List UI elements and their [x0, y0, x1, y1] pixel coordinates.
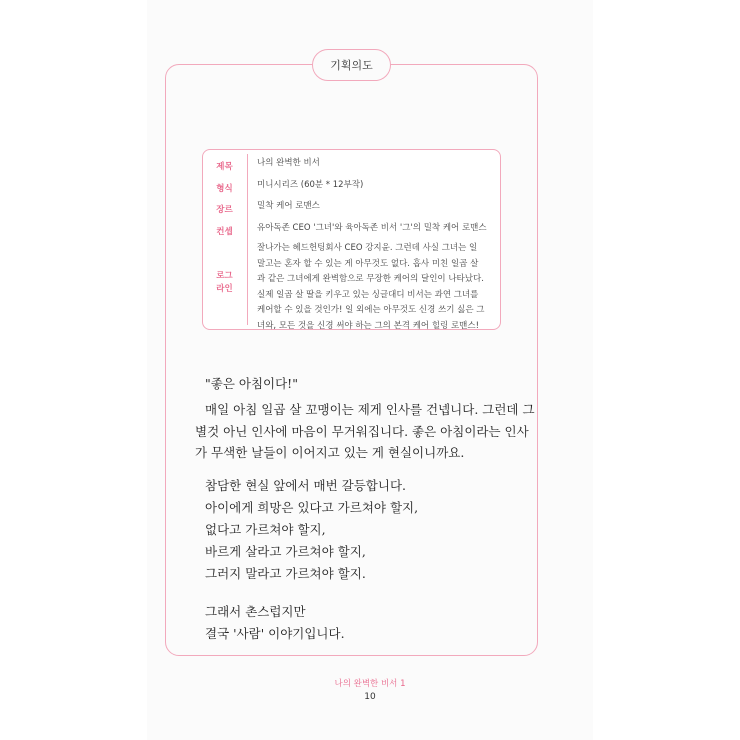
info-label-format: 형식 — [216, 184, 233, 194]
logline-line: 녀와, 모든 것을 신경 써야 하는 그의 본격 케어 힐링 로맨스! — [257, 320, 479, 331]
info-divider — [247, 154, 248, 325]
body-line: 바르게 살라고 가르쳐야 할지, — [205, 544, 366, 559]
running-footer-title: 나의 완벽한 비서 1 — [334, 679, 406, 689]
body-line: 가 무색한 날들이 이어지고 있는 게 현실이니까요. — [195, 445, 465, 460]
body-line: 그러지 말라고 가르쳐야 할지. — [205, 566, 366, 581]
info-label-title: 제목 — [216, 162, 233, 172]
body-line: 없다고 가르쳐야 할지, — [205, 522, 326, 537]
info-label-logline: 로그 라인 — [216, 271, 233, 294]
logline-line: 케어할 수 있을 것인가! 일 외에는 아무것도 신경 쓰기 싫은 그 — [257, 305, 485, 315]
section-tab-label: 기획의도 — [330, 59, 373, 72]
info-value-title: 나의 완벽한 비서 — [257, 158, 320, 168]
info-value-concept: 유아독존 CEO '그녀'와 육아독존 비서 '그'의 밀착 케어 로맨스 — [257, 223, 487, 233]
body-line: 매일 아침 일곱 살 꼬맹이는 제게 인사를 건넵니다. 그런데 그 — [205, 402, 535, 417]
info-value-logline — [257, 241, 489, 334]
info-value-format: 미니시리즈 (60분 * 12부작) — [257, 180, 364, 190]
page-number: 10 — [364, 692, 376, 702]
logline-line: 과 같은 그녀에게 완벽함으로 무장한 케어의 달인이 나타났다. — [257, 274, 484, 284]
info-value-genre: 밀착 케어 로맨스 — [257, 201, 320, 211]
section-tab — [312, 49, 391, 81]
info-label-genre: 장르 — [216, 205, 233, 215]
body-line: 별것 아닌 인사에 마음이 무거워집니다. 좋은 아침이라는 인사 — [195, 424, 529, 439]
logline-line: 실제 일곱 살 딸을 키우고 있는 싱글대디 비서는 과연 그녀를 — [257, 289, 479, 300]
logline-line: 잘나가는 헤드헌팅회사 CEO 강지윤. 그런데 사실 그녀는 일 — [257, 243, 478, 253]
body-line: 아이에게 희망은 있다고 가르쳐야 할지, — [205, 500, 419, 515]
info-label-concept: 컨셉 — [216, 227, 233, 237]
body-line: 참담한 현실 앞에서 매번 갈등합니다. — [205, 478, 406, 493]
body-line: 결국 '사람' 이야기입니다. — [205, 626, 345, 641]
body-line: 그래서 촌스럽지만 — [205, 604, 306, 619]
body-line: "좋은 아침이다!" — [205, 376, 298, 391]
logline-line: 말고는 혼자 할 수 있는 게 아무것도 없다. 흡사 미친 일곱 살 — [257, 258, 479, 269]
